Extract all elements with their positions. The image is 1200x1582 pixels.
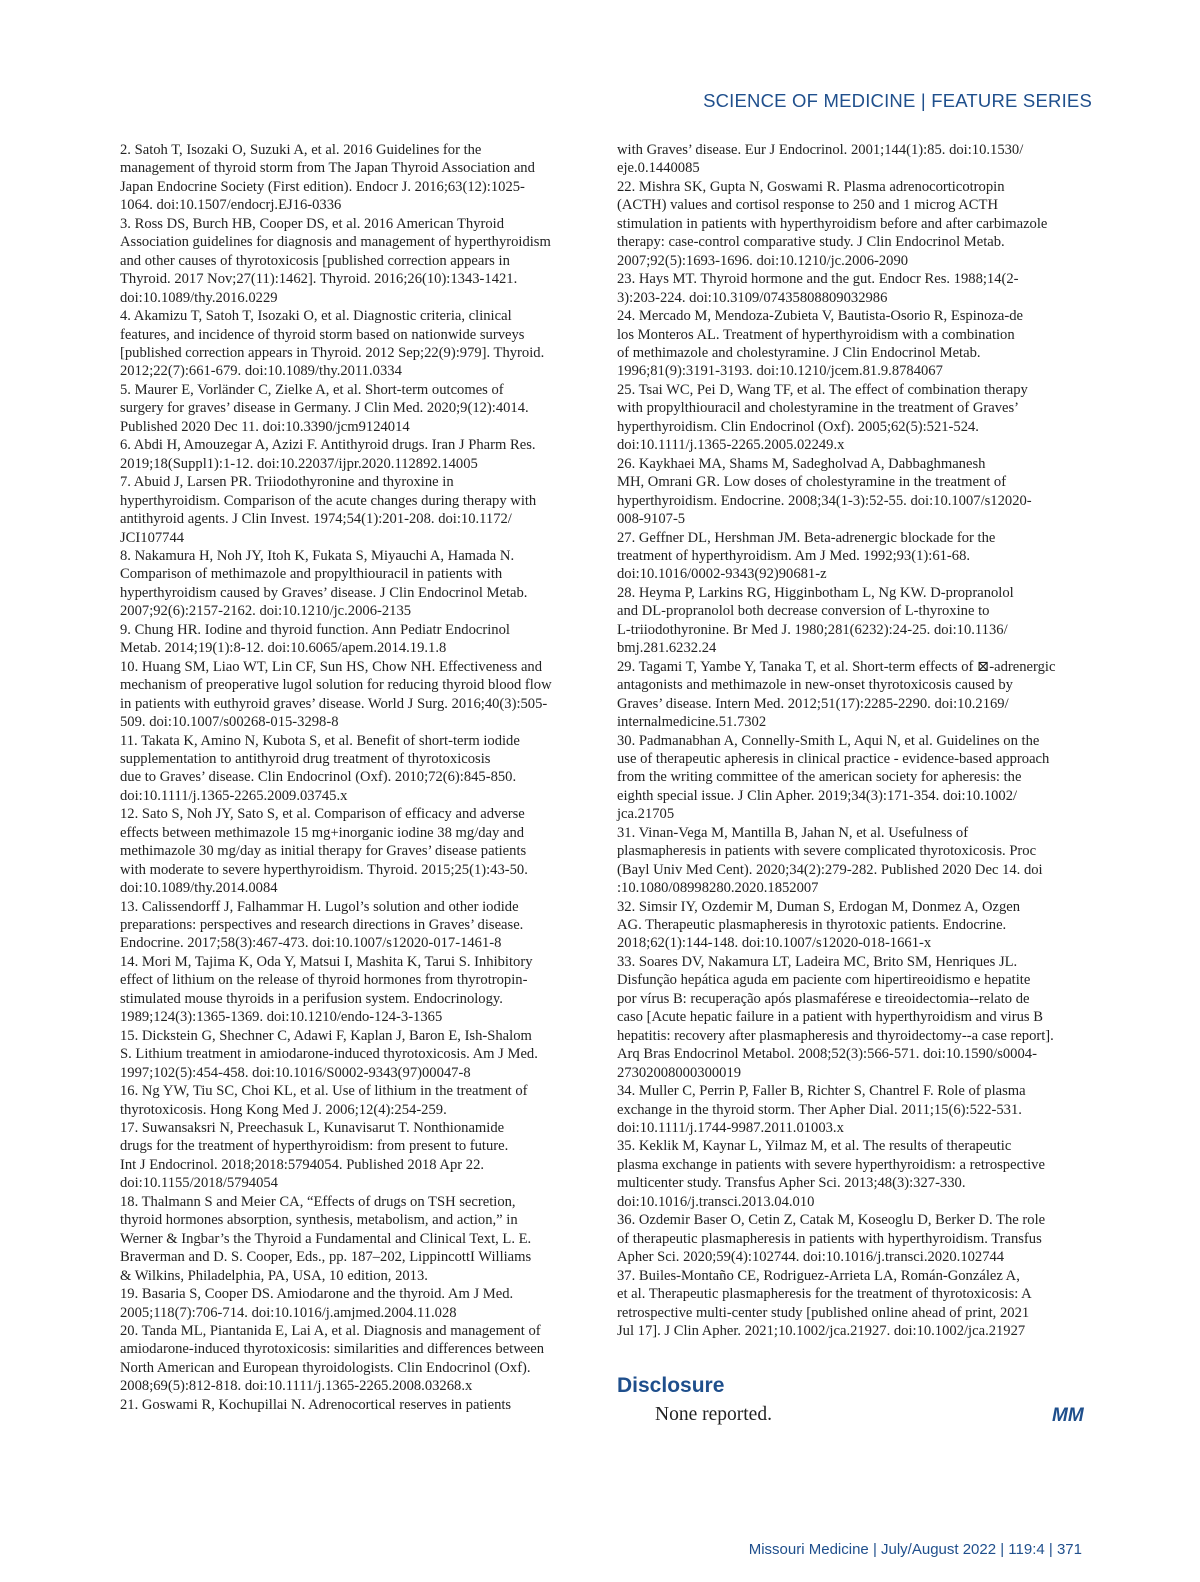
reference-line: doi:10.1155/2018/5794054 [120, 1175, 278, 1192]
reference-line: Graves’ disease. Intern Med. 2012;51(17):2285-2290. doi:10.2169/ [617, 695, 1009, 712]
reference-line: L-triiodothyronine. Br Med J. 1980;281(6232):24-25. doi:10.1136/ [617, 621, 1008, 638]
reference-line: Arq Bras Endocrinol Metabol. 2008;52(3):566-571. doi:10.1590/s0004- [617, 1046, 1037, 1063]
reference-line: los Monteros AL. Treatment of hyperthyroidism with a combination [617, 326, 1015, 343]
reference-line: 1064. doi:10.1507/endocrj.EJ16-0336 [120, 197, 342, 214]
reference-line: treatment of hyperthyroidism. Am J Med. 1992;93(1):61-68. [617, 547, 971, 564]
reference-line: :10.1080/08998280.2020.1852007 [617, 880, 819, 897]
reference-line: Comparison of methimazole and propylthiouracil in patients with [120, 566, 503, 583]
reference-item [120, 805, 570, 897]
reference-line: 14. Mori M, Tajima K, Oda Y, Matsui I, Mashita K, Tarui S. Inhibitory [120, 953, 533, 970]
reference-item [120, 1322, 570, 1396]
reference-line: 26. Kaykhaei MA, Shams M, Sadegholvad A, Dabbaghmanesh [617, 455, 986, 472]
reference-line: Apher Sci. 2020;59(4):102744. doi:10.1016/j.transci.2020.102744 [617, 1249, 1005, 1266]
references-right-column [617, 141, 1059, 1340]
reference-item [120, 953, 570, 1027]
reference-item [617, 1267, 1059, 1341]
reference-line: 21. Goswami R, Kochupillai N. Adrenocortical reserves in patients [120, 1396, 512, 1413]
reference-line: doi:10.1111/j.1365-2265.2009.03745.x [120, 787, 348, 804]
reference-line: with Graves’ disease. Eur J Endocrinol. 2001;144(1):85. doi:10.1530/ [617, 142, 1024, 158]
reference-line: plasma exchange in patients with severe hyperthyroidism: a retrospective [617, 1156, 1045, 1173]
reference-line: effects between methimazole 15 mg+inorganic iodine 38 mg/day and [120, 824, 525, 841]
reference-item [617, 824, 1059, 898]
reference-line: antagonists and methimazole in new-onset thyrotoxicosis caused by [617, 677, 1013, 694]
reference-line: Published 2020 Dec 11. doi:10.3390/jcm9124014 [120, 418, 410, 435]
reference-item [617, 1211, 1059, 1266]
reference-item [617, 381, 1059, 455]
reference-line: 7. Abuid J, Larsen PR. Triiodothyronine and thyroxine in [120, 474, 454, 491]
reference-item [120, 473, 570, 547]
reference-line: stimulated mouse thyroids in a perifusion system. Endocrinology. [120, 990, 503, 1007]
reference-line: bmj.281.6232.24 [617, 640, 717, 657]
reference-line: 24. Mercado M, Mendoza-Zubieta V, Bautista-Osorio R, Espinoza-de [617, 308, 1023, 325]
reference-line: of methimazole and cholestyramine. J Clin Endocrinol Metab. [617, 344, 981, 361]
reference-item [617, 732, 1059, 824]
reference-line: 16. Ng YW, Tiu SC, Choi KL, et al. Use of lithium in the treatment of [120, 1083, 528, 1100]
reference-line: 31. Vinan-Vega M, Mantilla B, Jahan N, et al. Usefulness of [617, 824, 969, 841]
reference-item [120, 141, 570, 215]
reference-line: management of thyroid storm from The Japan Thyroid Association and [120, 160, 535, 177]
reference-line: methimazole 30 mg/day as initial therapy for Graves’ disease patients [120, 843, 527, 860]
reference-line: por vírus B: recuperação após plasmaférese e tireoidectomia--relato de [617, 990, 1030, 1007]
reference-line: 37. Builes-Montaño CE, Rodriguez-Arrieta LA, Román-González A, [617, 1267, 1020, 1284]
reference-item [617, 953, 1059, 1082]
reference-line: with propylthiouracil and cholestyramine in the treatment of Graves’ [617, 400, 1020, 417]
reference-line: 8. Nakamura H, Noh JY, Itoh K, Fukata S, Miyauchi A, Hamada N. [120, 547, 515, 564]
reference-line: 27302008000300019 [617, 1064, 742, 1081]
reference-item [617, 1082, 1059, 1137]
reference-line: multicenter study. Transfus Apher Sci. 2013;48(3):327-330. [617, 1175, 966, 1192]
reference-line: thyrotoxicosis. Hong Kong Med J. 2006;12(4):254-259. [120, 1101, 447, 1118]
reference-line: caso [Acute hepatic failure in a patient with hyperthyroidism and virus B [617, 1009, 1043, 1026]
reference-item [120, 621, 570, 658]
reference-line: hyperthyroidism. Comparison of the acute changes during therapy with [120, 492, 537, 509]
reference-line: Jul 17]. J Clin Apher. 2021;10.1002/jca.21927. doi:10.1002/jca.21927 [617, 1323, 1026, 1339]
reference-line: 509. doi:10.1007/s00268-015-3298-8 [120, 714, 339, 731]
reference-line: MH, Omrani GR. Low doses of cholestyramine in the treatment of [617, 474, 1007, 491]
reference-line: 2008;69(5):812-818. doi:10.1111/j.1365-2265.2008.03268.x [120, 1378, 473, 1395]
reference-item [120, 307, 570, 381]
reference-item [617, 141, 1059, 178]
reference-line: 2012;22(7):661-679. doi:10.1089/thy.2011.0334 [120, 363, 402, 380]
reference-line: and other causes of thyrotoxicosis [published correction appears in [120, 252, 510, 269]
reference-line: 1997;102(5):454-458. doi:10.1016/S0002-9343(97)00047-8 [120, 1064, 471, 1081]
reference-line: surgery for graves’ disease in Germany. J Clin Med. 2020;9(12):4014. [120, 400, 529, 417]
reference-line: 28. Heyma P, Larkins RG, Higginbotham L, Ng KW. D-propranolol [617, 584, 1014, 601]
reference-line: Metab. 2014;19(1):8-12. doi:10.6065/apem.2014.19.1.8 [120, 640, 447, 657]
reference-line: 35. Keklik M, Kaynar L, Yilmaz M, et al. The results of therapeutic [617, 1138, 1012, 1155]
disclosure-text: None reported. [655, 1404, 772, 1425]
reference-item [120, 381, 570, 436]
reference-line: 13. Calissendorff J, Falhammar H. Lugol’s solution and other iodide [120, 898, 519, 915]
reference-item [617, 584, 1059, 658]
reference-line: doi:10.1089/thy.2016.0229 [120, 289, 278, 306]
references-left-column [120, 141, 570, 1414]
reference-line: use of therapeutic apheresis in clinical practice - evidence-based approach [617, 750, 1050, 767]
reference-line: AG. Therapeutic plasmapheresis in thyrotoxic patients. Endocrine. [617, 917, 1007, 934]
reference-line: doi:10.1089/thy.2014.0084 [120, 880, 278, 897]
reference-line: retrospective multi-center study [published online ahead of print, 2021 [617, 1304, 1030, 1321]
reference-item [120, 1082, 570, 1119]
reference-line: 3. Ross DS, Burch HB, Cooper DS, et al. 2016 American Thyroid [120, 215, 505, 232]
reference-item [617, 658, 1059, 732]
reference-item [617, 1137, 1059, 1211]
reference-line: exchange in the thyroid storm. Ther Apher Dial. 2011;15(6):522-531. [617, 1101, 1022, 1118]
reference-line: effect of lithium on the release of thyroid hormones from thyrotropin- [120, 972, 528, 989]
reference-line: 008-9107-5 [617, 511, 686, 528]
reference-line: S. Lithium treatment in amiodarone-induced thyrotoxicosis. Am J Med. [120, 1046, 538, 1063]
reference-item [120, 1193, 570, 1285]
reference-line: 12. Sato S, Noh JY, Sato S, et al. Comparison of efficacy and adverse [120, 806, 525, 823]
reference-line: of therapeutic plasmapheresis in patients with hyperthyroidism. Transfus [617, 1230, 1042, 1247]
reference-line: amiodarone-induced thyrotoxicosis: similarities and differences between [120, 1341, 545, 1358]
reference-line: hyperthyroidism caused by Graves’ disease. J Clin Endocrinol Metab. [120, 584, 528, 601]
reference-line: doi:10.1016/0002-9343(92)90681-z [617, 566, 827, 583]
reference-line: 2019;18(Suppl1):1-12. doi:10.22037/ijpr.2020.112892.14005 [120, 455, 478, 472]
reference-line: drugs for the treatment of hyperthyroidism: from present to future. [120, 1138, 509, 1155]
reference-line: 30. Padmanabhan A, Connelly-Smith L, Aqui N, et al. Guidelines on the [617, 732, 1040, 749]
reference-line: antithyroid agents. J Clin Invest. 1974;54(1):201-208. doi:10.1172/ [120, 511, 512, 528]
page-footer: Missouri Medicine | July/August 2022 | 119:4 | 371 [748, 1541, 1082, 1558]
reference-line: therapy: case-control comparative study. J Clin Endocrinol Metab. [617, 234, 1005, 251]
reference-line: 34. Muller C, Perrin P, Faller B, Richter S, Chantrel F. Role of plasma [617, 1083, 1026, 1100]
reference-line: (Bayl Univ Med Cent). 2020;34(2):279-282. Published 2020 Dec 14. doi [617, 861, 1043, 878]
reference-line: 2007;92(5):1693-1696. doi:10.1210/jc.2006-2090 [617, 252, 909, 269]
reference-line: due to Graves’ disease. Clin Endocrinol (Oxf). 2010;72(6):845-850. [120, 769, 517, 786]
reference-line: 32. Simsir IY, Ozdemir M, Duman S, Erdogan M, Donmez A, Ozgen [617, 898, 1021, 915]
reference-line: thyroid hormones absorption, synthesis, metabolism, and action,” in [120, 1212, 518, 1229]
reference-item [617, 529, 1059, 584]
reference-line: stimulation in patients with hyperthyroidism before and after carbimazole [617, 215, 1048, 232]
reference-line: from the writing committee of the american society for apheresis: the [617, 769, 1022, 786]
reference-line: with moderate to severe hyperthyroidism. Thyroid. 2015;25(1):43-50. [120, 861, 528, 878]
end-mark: MM [1052, 1405, 1084, 1426]
reference-item [120, 732, 570, 806]
reference-line: supplementation to antithyroid drug treatment of thyrotoxicosis [120, 750, 491, 767]
reference-line: 1989;124(3):1365-1369. doi:10.1210/endo-124-3-1365 [120, 1009, 443, 1026]
reference-line: 2007;92(6):2157-2162. doi:10.1210/jc.2006-2135 [120, 603, 412, 620]
reference-line: in patients with euthyroid graves’ disease. World J Surg. 2016;40(3):505- [120, 695, 548, 712]
reference-item [617, 307, 1059, 381]
reference-item [617, 178, 1059, 270]
reference-line: Braverman and D. S. Cooper, Eds., pp. 187–202, LippincottI Williams [120, 1249, 532, 1266]
reference-line: hepatitis: recovery after plasmapheresis and thyroidectomy--a case report]. [617, 1027, 1054, 1044]
reference-line: & Wilkins, Philadelphia, PA, USA, 10 edition, 2013. [120, 1267, 428, 1284]
reference-line: 5. Maurer E, Vorländer C, Zielke A, et al. Short-term outcomes of [120, 381, 504, 398]
disclosure-heading: Disclosure [617, 1374, 725, 1397]
reference-line: 6. Abdi H, Amouzegar A, Azizi F. Antithyroid drugs. Iran J Pharm Res. [120, 437, 536, 454]
reference-line: jca.21705 [617, 806, 675, 823]
reference-item [120, 1285, 570, 1322]
reference-line: hyperthyroidism. Endocrine. 2008;34(1-3):52-55. doi:10.1007/s12020- [617, 492, 1032, 509]
reference-line: 3):203-224. doi:10.3109/07435808809032986 [617, 289, 888, 306]
reference-line: 22. Mishra SK, Gupta N, Goswami R. Plasma adrenocorticotropin [617, 178, 1005, 195]
reference-line: preparations: perspectives and research directions in Graves’ disease. [120, 917, 524, 934]
reference-line: [published correction appears in Thyroid. 2012 Sep;22(9):979]. Thyroid. [120, 344, 545, 361]
reference-line: North American and European thyroidologists. Clin Endocrinol (Oxf). [120, 1359, 531, 1376]
reference-line: 4. Akamizu T, Satoh T, Isozaki O, et al. Diagnostic criteria, clinical [120, 308, 512, 325]
reference-line: Disfunção hepática aguda em paciente com hipertireoidismo e hepatite [617, 972, 1031, 989]
reference-line: 10. Huang SM, Liao WT, Lin CF, Sun HS, Chow NH. Effectiveness and [120, 658, 543, 675]
reference-line: 1996;81(9):3191-3193. doi:10.1210/jcem.81.9.8784067 [617, 363, 943, 380]
reference-line: eje.0.1440085 [617, 160, 700, 177]
reference-line: 29. Tagami T, Yambe Y, Tanaka T, et al. Short-term effects of ⊠-adrenergic [617, 658, 1056, 675]
reference-line: mechanism of preoperative lugol solution for reducing thyroid blood flow [120, 677, 552, 694]
reference-line: 2005;118(7):706-714. doi:10.1016/j.amjmed.2004.11.028 [120, 1304, 457, 1321]
reference-line: Endocrine. 2017;58(3):467-473. doi:10.1007/s12020-017-1461-8 [120, 935, 502, 952]
reference-line: 23. Hays MT. Thyroid hormone and the gut. Endocr Res. 1988;14(2- [617, 271, 1019, 288]
reference-line: 18. Thalmann S and Meier CA, “Effects of drugs on TSH secretion, [120, 1193, 516, 1210]
reference-line: Int J Endocrinol. 2018;2018:5794054. Published 2018 Apr 22. [120, 1156, 485, 1173]
reference-line: and DL-propranolol both decrease conversion of L-thyroxine to [617, 603, 990, 620]
reference-line: 20. Tanda ML, Piantanida E, Lai A, et al. Diagnosis and management of [120, 1323, 541, 1339]
reference-line: 17. Suwansaksri N, Preechasuk L, Kunavisarut T. Nonthionamide [120, 1120, 505, 1137]
reference-item [120, 898, 570, 953]
reference-item [120, 658, 570, 732]
reference-line: 25. Tsai WC, Pei D, Wang TF, et al. The effect of combination therapy [617, 381, 1028, 398]
reference-line: doi:10.1016/j.transci.2013.04.010 [617, 1193, 815, 1210]
reference-line: hyperthyroidism. Clin Endocrinol (Oxf). 2005;62(5):521-524. [617, 418, 979, 435]
reference-line: 15. Dickstein G, Shechner C, Adawi F, Kaplan J, Baron E, Ish-Shalom [120, 1027, 532, 1044]
reference-line: internalmedicine.51.7302 [617, 714, 767, 731]
reference-line: Thyroid. 2017 Nov;27(11):1462]. Thyroid. 2016;26(10):1343-1421. [120, 271, 518, 288]
reference-item [120, 436, 570, 473]
reference-item [120, 1119, 570, 1193]
reference-line: 9. Chung HR. Iodine and thyroid function. Ann Pediatr Endocrinol [120, 621, 510, 638]
reference-item [120, 215, 570, 307]
reference-line: 2. Satoh T, Isozaki O, Suzuki A, et al. 2016 Guidelines for the [120, 142, 482, 158]
reference-item [617, 455, 1059, 529]
reference-line: plasmapheresis in patients with severe complicated thyrotoxicosis. Proc [617, 843, 1037, 860]
reference-line: eighth special issue. J Clin Apher. 2019;34(3):171-354. doi:10.1002/ [617, 787, 1018, 804]
reference-item [617, 270, 1059, 307]
reference-line: 19. Basaria S, Cooper DS. Amiodarone and the thyroid. Am J Med. [120, 1286, 514, 1303]
reference-line: Werner & Ingbar’s the Thyroid a Fundamental and Clinical Text, L. E. [120, 1230, 532, 1247]
reference-line: (ACTH) values and cortisol response to 250 and 1 microg ACTH [617, 197, 998, 214]
reference-line: 33. Soares DV, Nakamura LT, Ladeira MC, Brito SM, Henriques JL. [617, 953, 1018, 970]
reference-item [120, 547, 570, 621]
reference-line: doi:10.1111/j.1744-9987.2011.01003.x [617, 1120, 844, 1137]
reference-line: 36. Ozdemir Baser O, Cetin Z, Catak M, Koseoglu D, Berker D. The role [617, 1212, 1046, 1229]
reference-line: 2018;62(1):144-148. doi:10.1007/s12020-018-1661-x [617, 935, 932, 952]
reference-item [120, 1396, 570, 1414]
reference-line: et al. Therapeutic plasmapheresis for the treatment of thyrotoxicosis: A [617, 1286, 1032, 1303]
reference-line: doi:10.1111/j.1365-2265.2005.02249.x [617, 437, 845, 454]
section-header: SCIENCE OF MEDICINE | FEATURE SERIES [703, 90, 1092, 111]
reference-line: 27. Geffner DL, Hershman JM. Beta-adrenergic blockade for the [617, 529, 996, 546]
reference-line: 11. Takata K, Amino N, Kubota S, et al. Benefit of short-term iodide [120, 732, 520, 749]
reference-line: JCI107744 [120, 529, 185, 546]
reference-line: Japan Endocrine Society (First edition). Endocr J. 2016;63(12):1025- [120, 178, 525, 195]
reference-item [617, 898, 1059, 953]
reference-line: features, and incidence of thyroid storm based on nationwide surveys [120, 326, 525, 343]
reference-item [120, 1027, 570, 1082]
reference-line: Association guidelines for diagnosis and management of hyperthyroidism [120, 234, 551, 251]
